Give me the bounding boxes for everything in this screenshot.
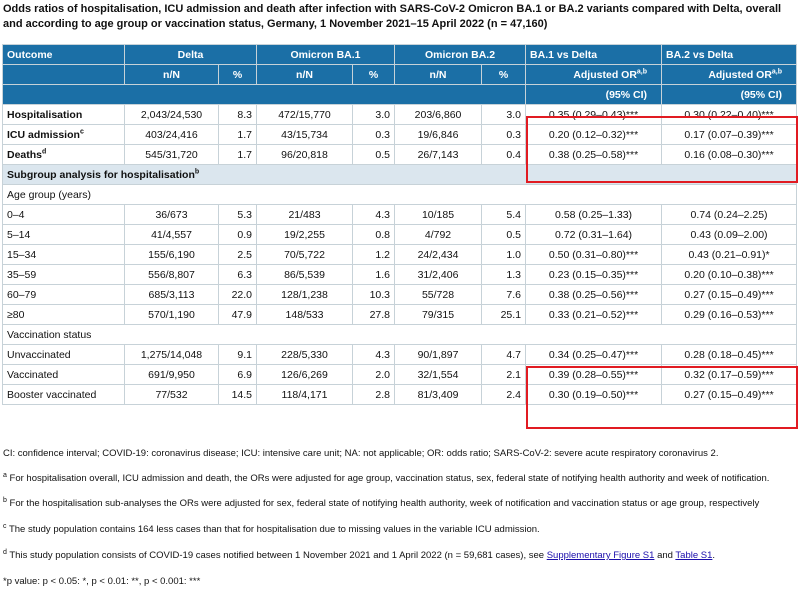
cell-ba2-pct: 5.4	[482, 205, 526, 225]
cell-ba1-nn: 19/2,255	[257, 225, 353, 245]
cell-or-ba1: 0.50 (0.31–0.80)***	[526, 245, 662, 265]
cell-delta-pct: 2.5	[219, 245, 257, 265]
header-ba1: Omicron BA.1	[257, 45, 395, 65]
subgroup-title-text: Subgroup analysis for hospitalisation	[7, 168, 195, 181]
header-blank	[3, 85, 526, 105]
cell-or-ba2: 0.17 (0.07–0.39)***	[662, 125, 797, 145]
header-row-top	[3, 45, 797, 65]
row-label	[3, 205, 125, 225]
row-label-text: Unvaccinated	[7, 348, 71, 361]
row-label-text: 15–34	[7, 248, 37, 261]
cell-ba2-nn: 24/2,434	[395, 245, 482, 265]
cell-or-ba2: 0.28 (0.18–0.45)***	[662, 345, 797, 365]
vaccination-row	[3, 325, 797, 345]
cell-delta-nn: 36/673	[125, 205, 219, 225]
cell-or-ba1: 0.23 (0.15–0.35)***	[526, 265, 662, 285]
cell-ba2-pct: 2.1	[482, 365, 526, 385]
cell-or-ba1: 0.30 (0.19–0.50)***	[526, 385, 662, 405]
age-group-row	[3, 185, 797, 205]
row-label	[3, 145, 125, 165]
cell-ba1-pct: 27.8	[353, 305, 395, 325]
cell-delta-pct: 47.9	[219, 305, 257, 325]
cell-ba1-pct: 1.6	[353, 265, 395, 285]
cell-delta-nn: 403/24,416	[125, 125, 219, 145]
footnote-c-text: The study population contains 164 less cases than that for hospitalisation due to missing values in the variable ICU admission.	[8, 524, 540, 535]
row-label-text: Deaths	[7, 148, 43, 161]
cell-ba2-pct: 25.1	[482, 305, 526, 325]
cell-ba1-pct: 2.8	[353, 385, 395, 405]
header-outcome: Outcome	[3, 45, 125, 65]
cell-or-ba2: 0.20 (0.10–0.38)***	[662, 265, 797, 285]
footnote-p-values: *p value: p < 0.05: *, p < 0.01: **, p < 0.001: ***	[3, 576, 201, 587]
footnote-d-text: This study population consists of COVID-19 cases notified between 1 November 2021 and 1 April 2022 (n = 59,681 cases), see	[9, 550, 545, 561]
row-label	[3, 285, 125, 305]
footnote-abbreviations: CI: confidence interval; COVID-19: coronavirus disease; ICU: intensive care unit; NA: not applicable; OR: odds ratio; SARS-CoV-2: severe acute respiratory coronavirus 2.	[3, 448, 719, 459]
cell-ba1-nn: 96/20,818	[257, 145, 353, 165]
row-label-text: ICU admission	[7, 128, 80, 141]
cell-ba1-pct: 10.3	[353, 285, 395, 305]
row-label	[3, 105, 125, 125]
cell-or-ba1: 0.20 (0.12–0.32)***	[526, 125, 662, 145]
cell-ba1-nn: 472/15,770	[257, 105, 353, 125]
cell-or-ba1: 0.35 (0.29–0.43)***	[526, 105, 662, 125]
header-ba2: Omicron BA.2	[395, 45, 526, 65]
row-label	[3, 385, 125, 405]
footnote-a	[3, 472, 797, 485]
cell-delta-pct: 9.1	[219, 345, 257, 365]
row-label-text: ≥80	[7, 308, 25, 321]
footnote-b-text: For the hospitalisation sub-analyses the ORs were adjusted for sex, federal state of notifying health authority, week of notification and vaccination status or age group, respectively	[9, 498, 760, 509]
header-or1-text: Adjusted OR	[573, 68, 637, 81]
subgroup-header-row	[3, 165, 797, 185]
link-table-s1[interactable]: Table S1	[675, 550, 713, 561]
cell-delta-pct: 14.5	[219, 385, 257, 405]
row-label-text: Hospitalisation	[7, 108, 83, 121]
header-or2-text: Adjusted OR	[708, 68, 772, 81]
cell-delta-pct: 6.3	[219, 265, 257, 285]
row-label-sup: c	[79, 128, 84, 135]
cell-ba1-nn: 148/533	[257, 305, 353, 325]
row-label-sup: d	[42, 148, 47, 155]
header-ba1-pct: %	[353, 65, 395, 85]
footnote-c	[3, 523, 797, 536]
subgroup-title	[3, 165, 797, 185]
header-or2-sup: a,b	[771, 68, 783, 75]
header-row-bottom	[3, 85, 797, 105]
cell-ba2-pct: 0.4	[482, 145, 526, 165]
header-ba2-nn: n/N	[395, 65, 482, 85]
age-group-label: Age group (years)	[3, 185, 797, 205]
footnote-d-end: .	[712, 550, 716, 561]
table-row	[3, 345, 797, 365]
table-row	[3, 245, 797, 265]
cell-or-ba2: 0.30 (0.22–0.40)***	[662, 105, 797, 125]
cell-ba2-nn: 32/1,554	[395, 365, 482, 385]
cell-ba2-pct: 7.6	[482, 285, 526, 305]
footnote-b	[3, 497, 797, 510]
footnote-b-mark: b	[3, 496, 7, 504]
header-delta-nn: n/N	[125, 65, 219, 85]
table-row	[3, 305, 797, 325]
header-row-mid	[3, 65, 797, 85]
header-or2	[662, 65, 797, 85]
cell-or-ba2: 0.74 (0.24–2.25)	[662, 205, 797, 225]
row-label-text: 60–79	[7, 288, 37, 301]
row-label	[3, 245, 125, 265]
table-title: Odds ratios of hospitalisation, ICU admission and death after infection with SARS-CoV-2 Omicron BA.1 or BA.2 variants compared with Delta, overall and according to age group or vaccination status, Germany, 1 November 2021–15 April 2022 (n = 47,160)	[3, 3, 782, 30]
row-label	[3, 125, 125, 145]
cell-or-ba1: 0.33 (0.21–0.52)***	[526, 305, 662, 325]
table-row	[3, 205, 797, 225]
cell-or-ba2: 0.16 (0.08–0.30)***	[662, 145, 797, 165]
cell-ba1-pct: 0.3	[353, 125, 395, 145]
row-label	[3, 365, 125, 385]
cell-ba1-nn: 21/483	[257, 205, 353, 225]
cell-delta-pct: 6.9	[219, 365, 257, 385]
cell-ba2-nn: 19/6,846	[395, 125, 482, 145]
cell-or-ba2: 0.43 (0.09–2.00)	[662, 225, 797, 245]
cell-ba2-nn: 79/315	[395, 305, 482, 325]
cell-ba2-nn: 10/185	[395, 205, 482, 225]
cell-ba1-nn: 70/5,722	[257, 245, 353, 265]
cell-or-ba1: 0.38 (0.25–0.58)***	[526, 145, 662, 165]
cell-ba1-pct: 0.5	[353, 145, 395, 165]
cell-ba2-pct: 3.0	[482, 105, 526, 125]
row-label	[3, 345, 125, 365]
row-label-text: Vaccinated	[7, 368, 59, 381]
row-label-text: 35–59	[7, 268, 37, 281]
cell-ba1-nn: 86/5,539	[257, 265, 353, 285]
cell-delta-nn: 556/8,807	[125, 265, 219, 285]
table-row	[3, 285, 797, 305]
cell-or-ba2: 0.27 (0.15–0.49)***	[662, 285, 797, 305]
table-row	[3, 145, 797, 165]
cell-ba1-pct: 0.8	[353, 225, 395, 245]
cell-or-ba2: 0.27 (0.15–0.49)***	[662, 385, 797, 405]
header-delta-pct: %	[219, 65, 257, 85]
cell-ba2-nn: 90/1,897	[395, 345, 482, 365]
row-label-text: Booster vaccinated	[7, 388, 97, 401]
cell-delta-nn: 545/31,720	[125, 145, 219, 165]
cell-ba2-nn: 55/728	[395, 285, 482, 305]
footnote-d-and: and	[657, 550, 673, 561]
cell-or-ba1: 0.34 (0.25–0.47)***	[526, 345, 662, 365]
cell-ba1-pct: 4.3	[353, 345, 395, 365]
cell-delta-nn: 155/6,190	[125, 245, 219, 265]
cell-or-ba2: 0.43 (0.21–0.91)*	[662, 245, 797, 265]
cell-delta-nn: 691/9,950	[125, 365, 219, 385]
cell-delta-nn: 2,043/24,530	[125, 105, 219, 125]
row-label	[3, 305, 125, 325]
cell-delta-nn: 1,275/14,048	[125, 345, 219, 365]
cell-or-ba1: 0.39 (0.28–0.55)***	[526, 365, 662, 385]
results-table	[2, 44, 797, 405]
cell-delta-pct: 8.3	[219, 105, 257, 125]
header-ba1-vs-delta: BA.1 vs Delta	[526, 45, 662, 65]
cell-ba2-pct: 0.3	[482, 125, 526, 145]
cell-ba1-nn: 128/1,238	[257, 285, 353, 305]
cell-or-ba2: 0.32 (0.17–0.59)***	[662, 365, 797, 385]
footnote-a-mark: a	[3, 471, 7, 479]
cell-or-ba1: 0.58 (0.25–1.33)	[526, 205, 662, 225]
table-row	[3, 365, 797, 385]
cell-ba2-nn: 26/7,143	[395, 145, 482, 165]
cell-ba2-nn: 4/792	[395, 225, 482, 245]
cell-ba1-nn: 118/4,171	[257, 385, 353, 405]
footnote-a-text: For hospitalisation overall, ICU admission and death, the ORs were adjusted for age group, vaccination status, sex, federal state of notifying health authority and week of notification.	[9, 473, 770, 484]
row-label	[3, 225, 125, 245]
header-empty	[3, 65, 125, 85]
table-row	[3, 265, 797, 285]
row-label	[3, 265, 125, 285]
row-label-text: 0–4	[7, 208, 25, 221]
cell-delta-nn: 570/1,190	[125, 305, 219, 325]
cell-or-ba2: 0.29 (0.16–0.53)***	[662, 305, 797, 325]
table-row	[3, 125, 797, 145]
cell-delta-pct: 1.7	[219, 145, 257, 165]
link-supplementary-figure[interactable]: Supplementary Figure S1	[546, 550, 655, 561]
header-or1-sup: a,b	[636, 68, 648, 75]
cell-ba2-nn: 203/6,860	[395, 105, 482, 125]
cell-or-ba1: 0.38 (0.25–0.56)***	[526, 285, 662, 305]
cell-delta-nn: 41/4,557	[125, 225, 219, 245]
cell-ba1-nn: 43/15,734	[257, 125, 353, 145]
cell-ba1-pct: 2.0	[353, 365, 395, 385]
cell-ba2-pct: 2.4	[482, 385, 526, 405]
header-ba2-pct: %	[482, 65, 526, 85]
header-delta: Delta	[125, 45, 257, 65]
cell-delta-pct: 0.9	[219, 225, 257, 245]
cell-ba2-nn: 31/2,406	[395, 265, 482, 285]
cell-delta-nn: 685/3,113	[125, 285, 219, 305]
footnote-c-mark: c	[3, 522, 7, 530]
cell-delta-pct: 1.7	[219, 125, 257, 145]
cell-ba1-nn: 126/6,269	[257, 365, 353, 385]
header-ba1-nn: n/N	[257, 65, 353, 85]
cell-ba2-pct: 0.5	[482, 225, 526, 245]
cell-ba1-nn: 228/5,330	[257, 345, 353, 365]
cell-ba2-nn: 81/3,409	[395, 385, 482, 405]
header-or1	[526, 65, 662, 85]
vaccination-label: Vaccination status	[3, 325, 797, 345]
table-row	[3, 225, 797, 245]
cell-ba2-pct: 4.7	[482, 345, 526, 365]
cell-delta-nn: 77/532	[125, 385, 219, 405]
subgroup-title-sup: b	[194, 168, 200, 175]
footnote-d	[3, 549, 797, 562]
header-ba2-vs-delta: BA.2 vs Delta	[662, 45, 797, 65]
header-ci2: (95% CI)	[662, 85, 797, 105]
header-ci1: (95% CI)	[526, 85, 662, 105]
cell-ba1-pct: 1.2	[353, 245, 395, 265]
table-row	[3, 385, 797, 405]
table-row	[3, 105, 797, 125]
cell-delta-pct: 22.0	[219, 285, 257, 305]
cell-ba1-pct: 3.0	[353, 105, 395, 125]
cell-delta-pct: 5.3	[219, 205, 257, 225]
cell-ba2-pct: 1.0	[482, 245, 526, 265]
footnote-d-mark: d	[3, 548, 7, 556]
row-label-text: 5–14	[7, 228, 31, 241]
cell-ba2-pct: 1.3	[482, 265, 526, 285]
cell-or-ba1: 0.72 (0.31–1.64)	[526, 225, 662, 245]
cell-ba1-pct: 4.3	[353, 205, 395, 225]
